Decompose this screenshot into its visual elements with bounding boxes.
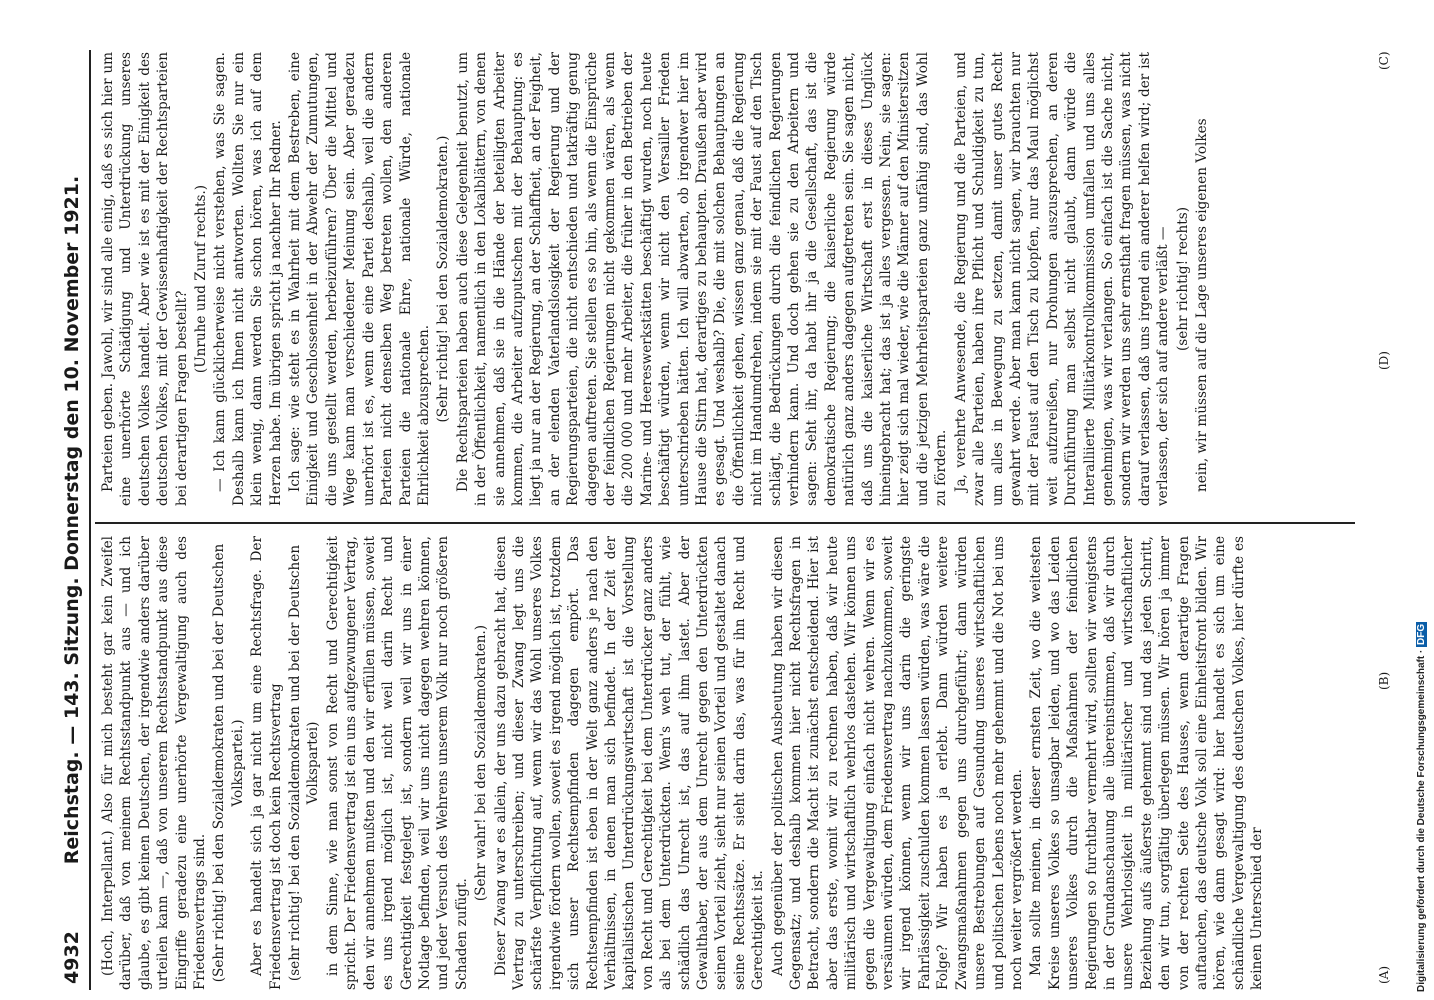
interjection: (Sehr wahr! bei den Sozialdemokraten.) — [473, 624, 490, 902]
paragraph: nein, wir müssen auf die Lage unseres eigenen Volkes — [1193, 118, 1210, 492]
paragraph: (Hoch, Interpellant.) Also für mich besteht gar kein Zweifel darüber, daß von meinem Rechtsstandpunkt aus — und ich glaube, es gibt keinen Deutschen, der irgendwie anders darüber urteilen kann —, daß von unserem Rechtsstandpunkt aus diese Eingriffe geradezu eine unerhörte Vergewaltigung auch des Friedensvertrags sind. — [100, 536, 209, 990]
margin-marker-a: (A) — [1377, 965, 1391, 984]
interjection: (Unruhe und Zuruf rechts.) — [193, 184, 210, 374]
column-divider — [95, 522, 1355, 524]
left-column — [99, 536, 1369, 990]
paragraph: Dieser Zwang war es allein, der uns dazu gebracht hat, diesen Vertrag zu unterschreiben; und dieser Zwang legt uns die schärfste Verpflichtung auf, wenn wir das Wohl unseres Volkes irgendwie fördern wollen, soweit es irgend möglich ist, trotzdem sich unser Rechtsempfinden dagegen empört. Das Rechtsempfinden ist eben in der Welt ganz anders je nach den Verhältnissen, in denen man sich befindet. In der Zeit der kapitalistischen Unterdrückungswirtschaft ist die Vorstellung von Recht und Gerechtigkeit bei dem Unterdrücker ganz anders als bei dem Unterdrückten. Wem's weh tut, der fühlt, wie schädlich das Unrecht ist, das auf ihm lastet. Aber der Gewalthaber, der aus dem Unrecht gegen den Unterdrückten seinen Vorteil zieht, sieht nur seinen Vorteil und gestaltet danach seine Rechtssätze. Er sieht darin das, was für ihn Recht und Gerechtigkeit ist. — [492, 536, 767, 990]
paragraph: Ich sage: wie steht es in Wahrheit mit dem Bestreben, eine Einigkeit und Geschlossenheit in der Abwehr der Zumutungen, die uns gestellt werden, herbeizuführen? Über die Mittel und Wege kann man verschiedener Meinung sein. Aber geradezu unerhört ist es, wenn die eine Partei deshalb, weil die andern Parteien nicht denselben Weg betreten wollen, den anderen Parteien die nationale Ehre, nationale Würde, nationale Ehrlichkeit abzusprechen. — [287, 52, 432, 506]
digitization-credit: Digitalisierung gefördert durch die Deutsche Forschungsgemeinschaft · DFG — [1416, 623, 1427, 992]
right-column — [99, 52, 1369, 506]
running-title: Reichstag. — 143. Sitzung. Donnerstag den 10. November 1921. — [61, 175, 83, 865]
page-number: 4932 — [61, 931, 83, 984]
interjection: (sehr richtig! bei den Sozialdemokraten und bei der Deutschen Volkspartei) — [287, 544, 322, 982]
rotated-page — [55, 50, 1415, 990]
dfg-logo: DFG — [1416, 623, 1427, 645]
paragraph: — Ich kann glücklicherweise nicht verstehen, was Sie sagen. Deshalb kann ich Ihnen nicht antworten. Wollten Sie nur ein klein wenig, dann werden Sie schon hören, was ich auf dem Herzen habe. Im übrigen spricht ja nachher Ihr Redner. — [212, 52, 284, 506]
paragraph: Aber es handelt sich ja gar nicht um eine Rechtsfrage. Der Friedensvertrag ist doch kein Rechtsvertrag — [249, 536, 284, 990]
paragraph: Die Rechtsparteien haben auch diese Gelegenheit benutzt, um in der Öffentlichkeit, namentlich in den Lokalblättern, von denen sie annehmen, daß sie in die Hände der beteiligten Arbeiter kommen, die Arbeiter aufzuputschen mit der Behauptung: es liegt ja nur an der Regierung, an der Schlaffheit, an der Feigheit, an der elenden Vaterlandslosigkeit der Regierung und der Regierungsparteien, die nicht entschieden und tatkräftig genug dagegen auftreten. Sie stellen es so hin, als wenn die Einsprüche der feindlichen Regierungen nicht gekommen wären, als wenn die 200 000 und mehr Arbeiter, die früher in den Betrieben der Marine- und Heereswerkstätten beschäftigt wurden, noch heute beschäftigt würden, wenn wir nicht den Versailler Frieden unterschrieben hätten. Ich will abwarten, ob irgendwer hier im Hause die Stirn hat, derartiges zu behaupten. Draußen aber wird es gesagt. Und weshalb? Die, die mit solchen Behauptungen an die Öffentlichkeit gehen, wissen ganz genau, daß die Regierung nicht im Handumdrehen, indem sie mit der Faust auf den Tisch schlägt, die Bedrückungen durch die feindlichen Regierungen verhindern kann. Und doch gehen sie zu den Arbeitern und sagen: Seht ihr, da habt ihr ja die Gesellschaft, das ist die demokratische Regierung; die kaiserliche Regierung würde natürlich ganz anders dagegen aufgetreten sein. Sie sagen nicht, daß uns die kaiserliche Wirtschaft erst in dieses Unglück hineingebracht hat; das ist ja alles vergessen. Nein, sie sagen: hier zeigt sich mal wieder, wie die Männer auf den Ministersitzen und die jetzigen Mehrheitsparteien ganz unfähig sind, das Wohl zu fördern. — [454, 52, 950, 506]
paragraph: Auch gegenüber der politischen Ausbeutung haben wir diesen Gegensatz; und deshalb kommen hier nicht Rechtsfragen in Betracht, sondern die Macht ist zunächst entscheidend. Hier ist aber das erste, womit wir zu rechnen haben, daß wir heute militärisch und wirtschaftlich wehrlos dastehen. Wir können uns gegen die Vergewaltigung einfach nicht wehren. Wenn wir es versäumen würden, dem Friedensvertrag nachzukommen, soweit wir irgend können, wenn wir uns darin die geringste Fahrlässigkeit zuschulden kommen lassen würden, was wäre die Folge? Wir haben es ja erlebt. Dann würden weitere Zwangsmaßnahmen gegen uns durchgeführt; dann würden unsere Bestrebungen auf Gesundung unseres wirtschaftlichen und politischen Lebens noch mehr gehemmt und die Not bei uns noch weiter vergrößert werden. — [769, 536, 1025, 990]
margin-marker-b: (B) — [1377, 671, 1391, 690]
paragraph: Man sollte meinen, in dieser ernsten Zeit, wo die weitesten Kreise unseres Volkes so unsagbar leiden, und wo das Leiden unseres Volkes durch die Maßnahmen der feindlichen Regierungen so furchtbar vermehrt wird, sollten wir wenigstens in der Grundanschauung alle übereinstimmen, daß wir durch unsere Wehrlosigkeit in militärischer und wirtschaftlicher Beziehung aufs äußerste gehemmt sind und das jeden Schritt, den wir tun, sorgfältig überlegen müssen. Wir hören ja immer von der rechten Seite des Hauses, wenn derartige Fragen auftauchen, das deutsche Volk soll eine Einheitsfront bilden. Wir hören, wie dann gesagt wird: hier handelt es sich um eine schändliche Vergewaltigung des deutschen Volkes, hier dürfte es keinen Unterschied der — [1028, 536, 1266, 990]
interjection: (Sehr richtig! bei den Sozialdemokraten.) — [435, 135, 452, 423]
paragraph: in dem Sinne, wie man sonst von Recht und Gerechtigkeit spricht. Der Friedensvertrag ist ein uns aufgezwungener Vertrag, den wir annehmen mußten und den wir erfüllen müssen, soweit es uns irgend möglich ist, nicht weil darin Recht und Gerechtigkeit festgelegt ist, sondern weil wir uns in einer Notlage befinden, weil wir uns nicht dagegen wehren können, und jeder Versuch des Wehrens unserem Volk nur noch größeren Schaden zufügt. — [324, 536, 470, 990]
paragraph: Ja, verehrte Anwesende, die Regierung und die Parteien, und zwar alle Parteien, haben ihre Pflicht und Schuldigkeit zu tun, um alles in Bewegung zu setzen, damit unser gutes Recht gewahrt werde. Aber man kann nicht sagen, wir brauchten nur mit der Faust auf den Tisch zu klopfen, nur das Maul möglichst weit aufzureißen, nur Drohungen auszusprechen, an deren Durchführung man selbst nicht glaubt, dann würde die Interalliierte Militärkontrollkommission umfallen und uns alles genehmigen, was wir verlangen. So einfach ist die Sache nicht, sondern wir werden uns sehr ernsthaft fragen müssen, was nicht darauf verlassen, daß uns irgend ein anderer helfen wird; der ist verlassen, der sich auf andere verläßt — — [952, 52, 1172, 506]
interjection: (sehr richtig! rechts) — [1174, 206, 1191, 352]
paragraph: Parteien geben. Jawohl, wir sind alle einig, daß es sich hier um eine unerhörte Schädigung und Unterdrückung unseres deutschen Volkes handelt. Aber wie ist es mit der Einigkeit des deutschen Volkes, mit der Gewissenhaftigkeit der Rechtsparteien bei derartigen Fragen bestellt? — [100, 52, 190, 506]
margin-marker-c: (C) — [1377, 51, 1391, 70]
credit-text: Digitalisierung gefördert durch die Deutsche Forschungsgemeinschaft — [1416, 655, 1427, 992]
margin-marker-d: (D) — [1377, 351, 1391, 370]
interjection: (Sehr richtig! bei den Sozialdemokraten und bei der Deutschen Volkspartei.) — [211, 543, 246, 983]
running-header — [55, 50, 91, 990]
